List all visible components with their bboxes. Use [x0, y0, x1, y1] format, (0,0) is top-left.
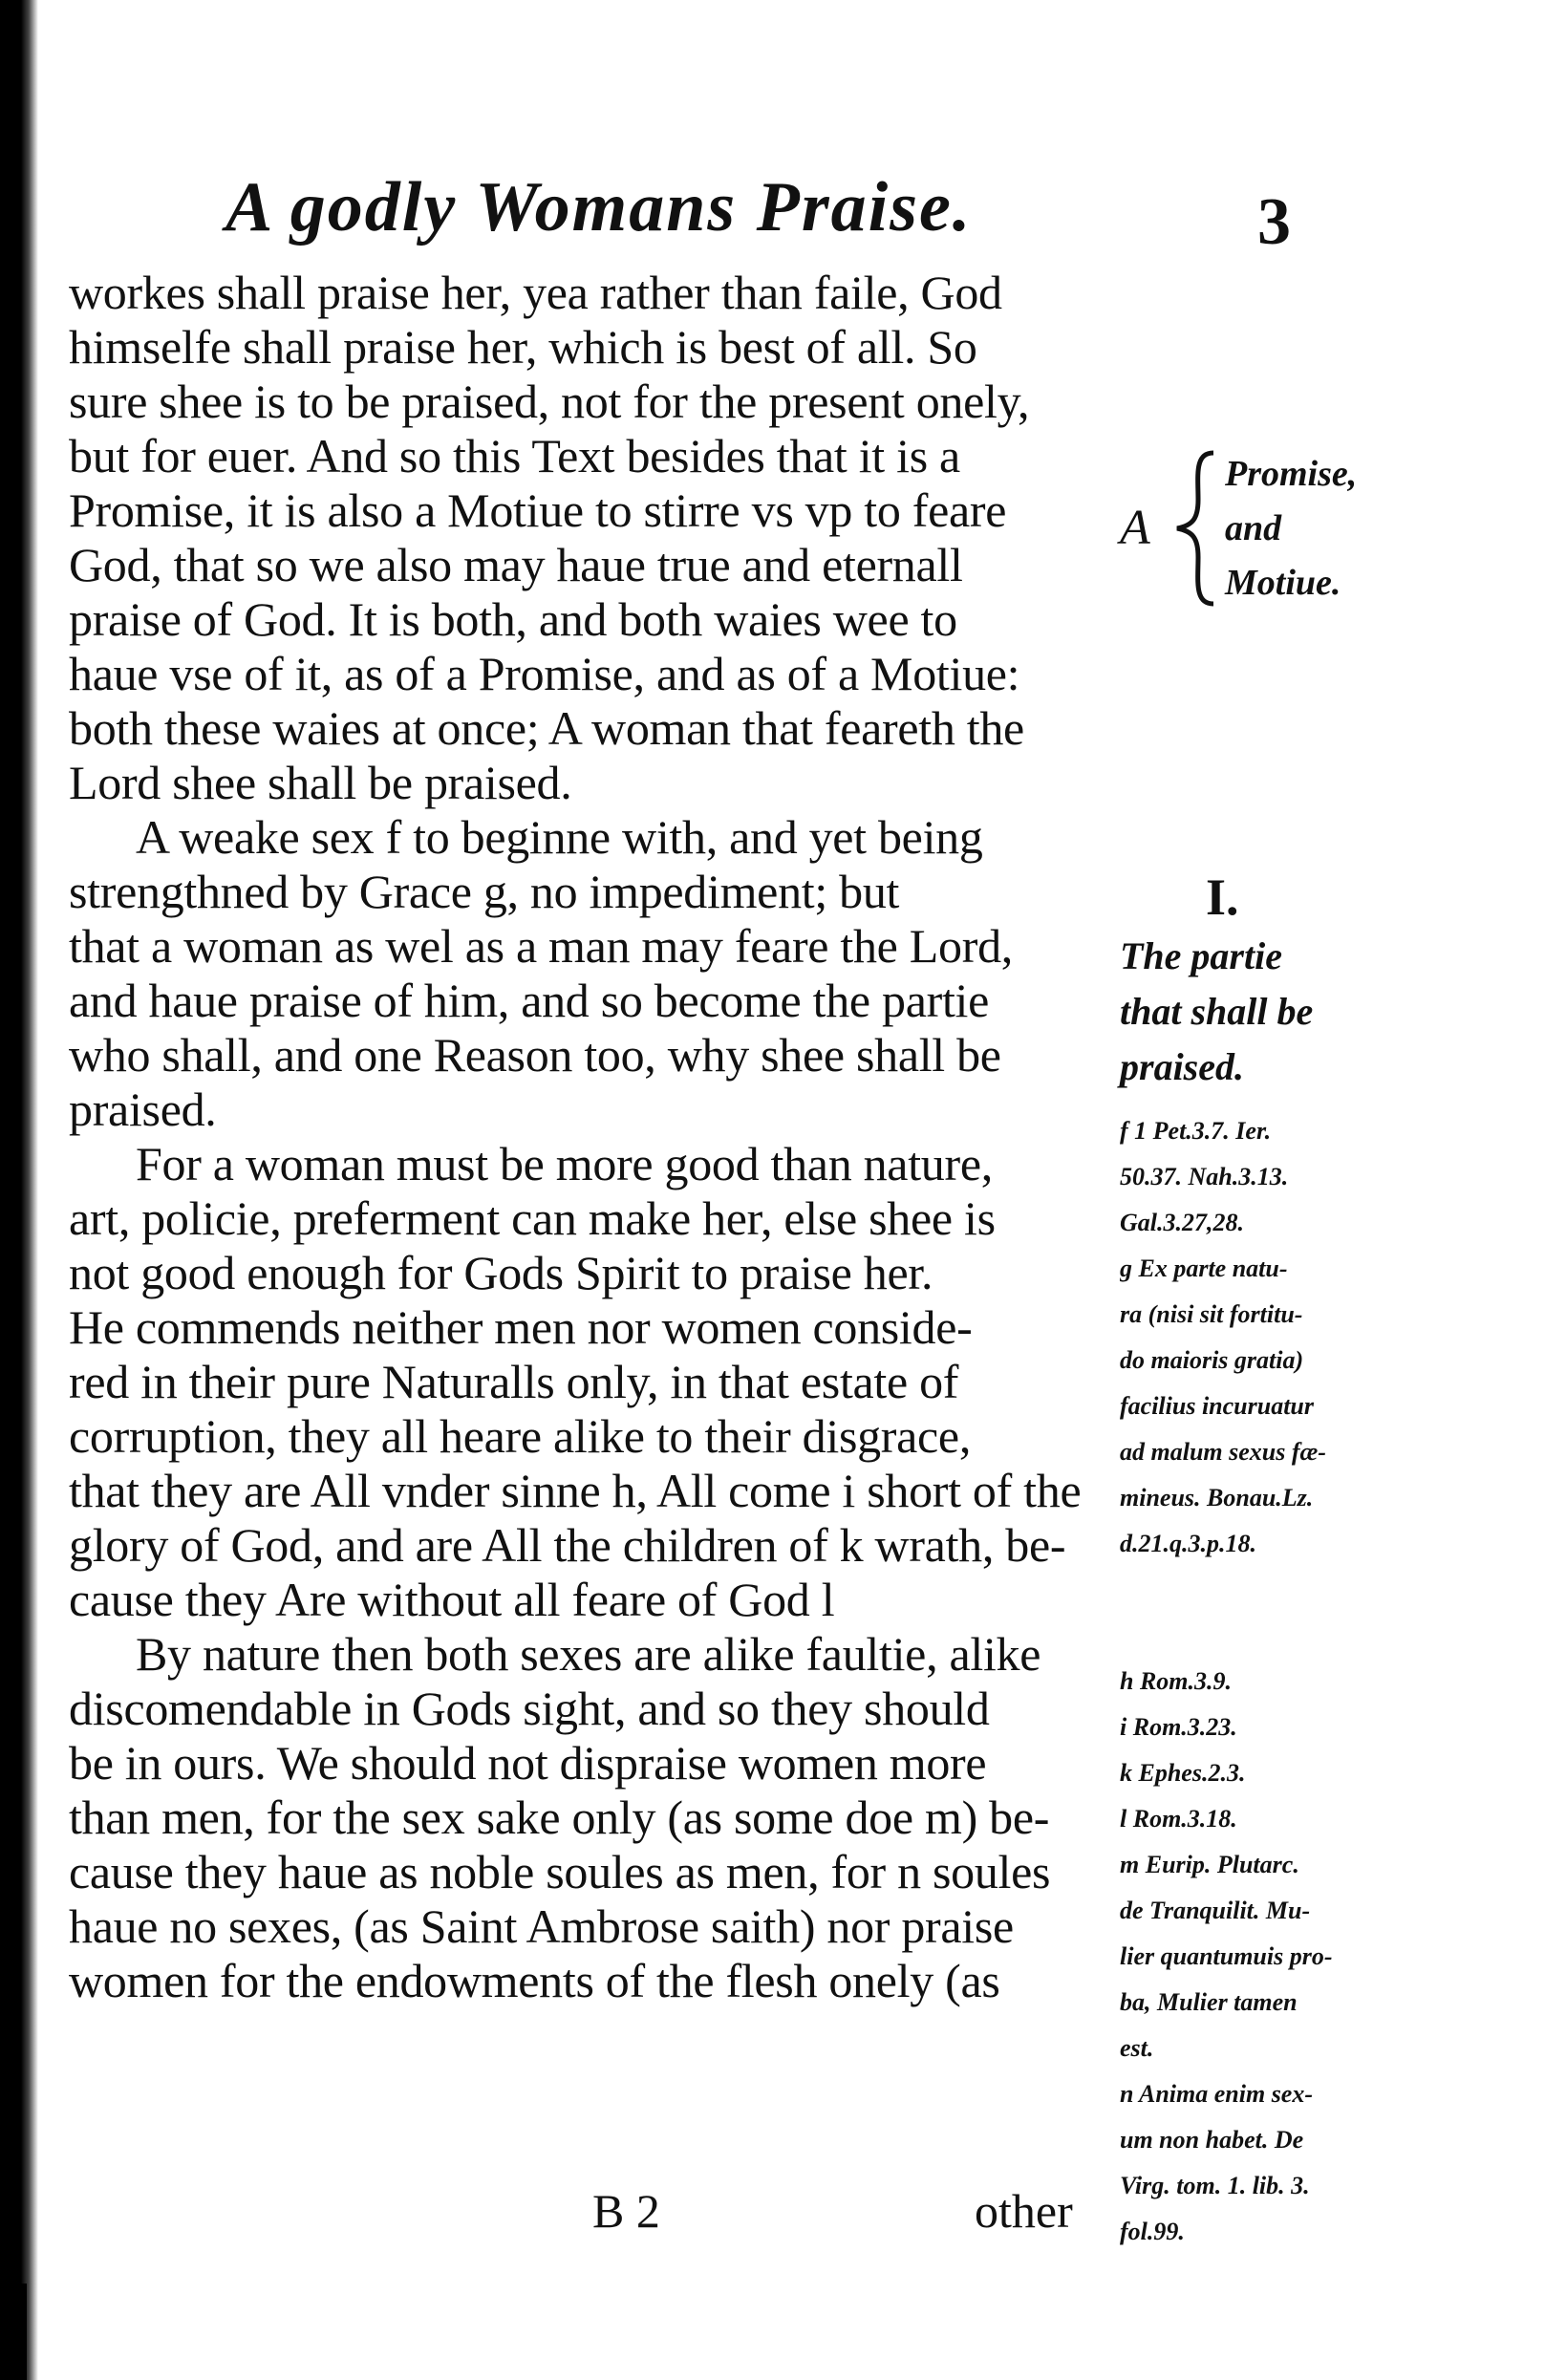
text-line: himselfe shall praise her, which is best of all. So [69, 320, 977, 374]
signature-mark: B 2 [592, 2184, 660, 2238]
brace-letter: A [1120, 501, 1150, 555]
text-line: workes shall praise her, yea rather than faile, God [69, 266, 1002, 319]
margin-note-line: l Rom.3.18. [1120, 1805, 1237, 1833]
margin-note-line: de Tranquilit. Mu- [1120, 1897, 1311, 1924]
margin-note-line: i Rom.3.23. [1120, 1713, 1237, 1741]
margin-note-line [1120, 1567, 1406, 1613]
margin-note-line: facilius incuruatur [1120, 1392, 1315, 1420]
side-note [1120, 929, 1313, 1095]
brace-word: Promise, [1225, 454, 1358, 494]
margin-note-line: ad malum sexus fæ- [1120, 1438, 1326, 1466]
text-line: He commends neither men nor women conside- [69, 1300, 973, 1354]
margin-note-line: ba, Mulier tamen [1120, 1988, 1298, 2016]
text-line: sure shee is to be praised, not for the present onely, [69, 375, 1030, 428]
text-line: discomendable in Gods sight, and so they should [69, 1682, 990, 1735]
text-line: women for the endowments of the flesh onely (as [69, 1954, 1000, 2007]
page-footer [0, 2183, 1566, 2250]
side-note-line: praised. [1120, 1045, 1244, 1088]
margin-note-line: n Anima enim sex- [1120, 2080, 1314, 2108]
text-line: art, policie, preferment can make her, else shee is [69, 1191, 996, 1245]
text-line: cause they haue as noble soules as men, for n soules [69, 1845, 1051, 1898]
margin-note-line [1120, 1613, 1406, 1659]
text-line: corruption, they all heare alike to their disgrace, [69, 1409, 972, 1463]
page-header [225, 167, 1334, 263]
text-line: For a woman must be more good than nature, [136, 1137, 993, 1190]
margin-note-line: mineus. Bonau.Lz. [1120, 1484, 1314, 1512]
margin-notes [1120, 1108, 1406, 2255]
margin-note-line: d.21.q.3.p.18. [1120, 1530, 1256, 1557]
text-line: red in their pure Naturalls only, in that estate of [69, 1355, 959, 1408]
margin-brace-note [1120, 447, 1406, 610]
margin-note-line: Virg. tom. 1. lib. 3. [1120, 2172, 1310, 2199]
text-line: not good enough for Gods Spirit to praise her. [69, 1246, 933, 1299]
section-numeral: I. [1206, 868, 1239, 926]
text-line: haue no sexes, (as Saint Ambrose saith) nor praise [69, 1899, 1014, 1953]
text-line: but for euer. And so this Text besides that it is a [69, 429, 960, 482]
page-number: 3 [1257, 185, 1291, 259]
text-line: strengthned by Grace g, no impediment; but [69, 865, 900, 918]
side-note-line: that shall be [1120, 990, 1314, 1033]
margin-note-line: k Ephes.2.3. [1120, 1759, 1246, 1787]
margin-note-line: fol.99. [1120, 2218, 1185, 2245]
margin-note-line: 50.37. Nah.3.13. [1120, 1163, 1289, 1190]
side-note-line: The partie [1120, 934, 1282, 977]
margin-note-line: ra (nisi sit fortitu- [1120, 1300, 1303, 1328]
body-text [69, 266, 1110, 2008]
binding-edge-shadow [0, 0, 38, 2380]
margin-note-line: m Eurip. Plutarc. [1120, 1851, 1299, 1878]
text-line: than men, for the sex sake only (as some doe m) be- [69, 1790, 1050, 1844]
margin-note-line: est. [1120, 2034, 1154, 2062]
margin-note-line: um non habet. De [1120, 2126, 1304, 2154]
margin-note-line: lier quantumuis pro- [1120, 1942, 1333, 1970]
margin-note-line: g Ex parte natu- [1120, 1254, 1288, 1282]
margin-note-line: Gal.3.27,28. [1120, 1209, 1244, 1236]
text-line: and haue praise of him, and so become the partie [69, 974, 990, 1027]
text-line: that they are All vnder sinne h, All come i short of the [69, 1464, 1082, 1517]
text-line: praise of God. It is both, and both waies wee to [69, 592, 957, 646]
text-line: Lord shee shall be praised. [69, 756, 572, 809]
text-line: glory of God, and are All the children of k wrath, be- [69, 1518, 1066, 1572]
text-line: cause they Are without all feare of God l [69, 1573, 835, 1626]
brace-word: and [1225, 508, 1282, 548]
binding-edge-mark [0, 2284, 27, 2380]
text-line: God, that so we also may haue true and eternall [69, 538, 963, 591]
margin-note-line: f 1 Pet.3.7. Ier. [1120, 1117, 1272, 1145]
text-line: By nature then both sexes are alike faultie, alike [136, 1627, 1041, 1681]
text-line: be in ours. We should not dispraise women more [69, 1736, 987, 1790]
curly-brace-icon [1166, 447, 1223, 610]
text-line: praised. [69, 1083, 217, 1136]
catchword: other [975, 2184, 1073, 2238]
brace-words [1225, 447, 1357, 611]
running-title: A godly Womans Praise. [225, 168, 973, 247]
text-line: who shall, and one Reason too, why shee shall be [69, 1028, 1001, 1082]
text-line: that a woman as wel as a man may feare the Lord, [69, 919, 1013, 973]
text-line: A weake sex f to beginne with, and yet being [136, 810, 983, 864]
brace-word: Motiue. [1225, 563, 1341, 603]
text-line: both these waies at once; A woman that feareth the [69, 701, 1024, 755]
margin-note-line: h Rom.3.9. [1120, 1667, 1233, 1695]
text-line: haue vse of it, as of a Promise, and as of a Motiue: [69, 647, 1020, 700]
margin-note-line: do maioris gratia) [1120, 1346, 1304, 1374]
text-line: Promise, it is also a Motiue to stirre vs vp to feare [69, 483, 1007, 537]
